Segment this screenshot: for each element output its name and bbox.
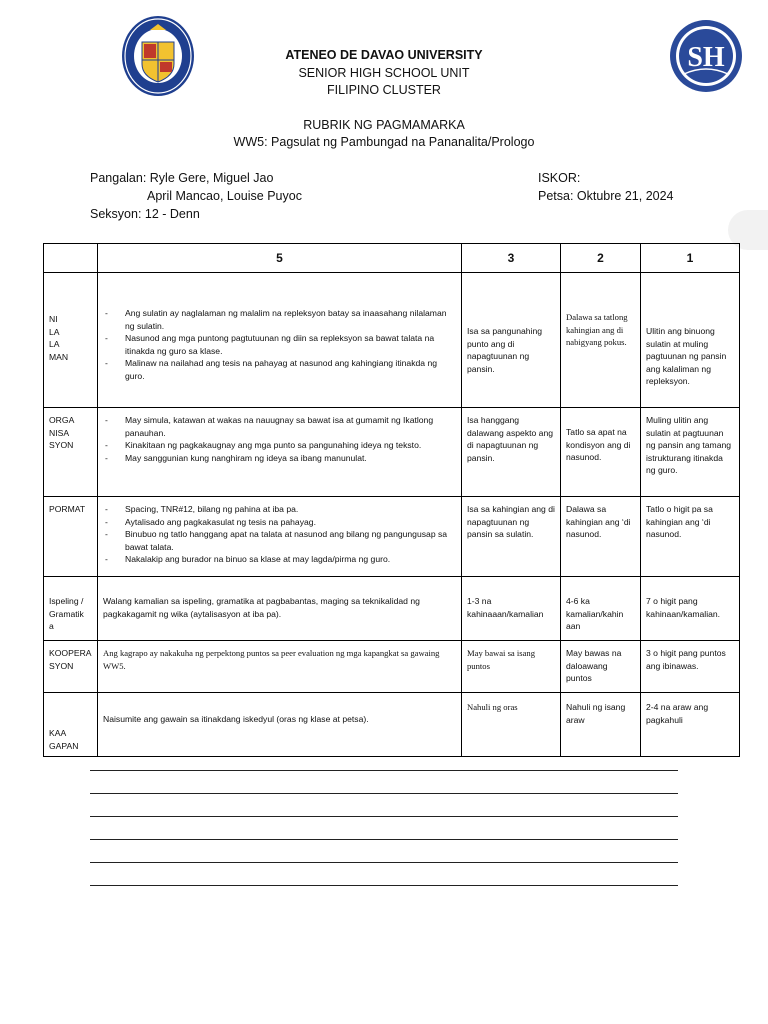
names-line-1: Pangalan: Ryle Gere, Miguel Jao <box>90 171 274 185</box>
score-5-cell: Walang kamalian sa ispeling, gramatika at pagbabantas, maging sa teknikalidad ng pagkakagamit ng wika (aytalisasyon at iba pa). <box>98 577 462 641</box>
descriptor-item: - Nasunod ang mga puntong pagtutuunan ng diin sa repleksyon sa bawat talata na itinakda ng guro sa klase. <box>103 332 456 357</box>
score-1-cell: 7 o higit pang kahinaan/kamalian. <box>641 577 740 641</box>
score-1-cell: Ulitin ang binuong sulatin at muling pagtuunan ng pansin ang kalaliman ng repleksyon. <box>641 273 740 408</box>
score-1-cell: 2-4 na araw ang pagkahuli <box>641 693 740 757</box>
score-3-cell: Isa hanggang dalawang aspekto ang di napagtuunan ng pansin. <box>462 408 561 497</box>
svg-text:SH: SH <box>687 42 725 73</box>
writing-line <box>90 793 678 794</box>
rubric-table <box>43 243 740 757</box>
header-cell-3: 3 <box>462 244 561 273</box>
score-info <box>538 169 674 205</box>
score-2-cell: Tatlo sa apat na kondisyon ang di nasunod. <box>561 408 641 497</box>
document-title <box>0 117 768 151</box>
unit-name: SENIOR HIGH SCHOOL UNIT <box>298 65 470 80</box>
score-5-cell: Naisumite ang gawain sa itinakdang iskedyul (oras ng klase at petsa). <box>98 693 462 757</box>
criterion-text: NISA <box>49 427 70 438</box>
score-2-cell: 4-6 ka kamalian/kahin aan <box>561 577 641 641</box>
score-1-cell: Muling ulitin ang sulatin at pagtuunan ng pansin ang tamang istrukturang itinakda ng guro. <box>641 408 740 497</box>
criterion-text: ORGA <box>49 415 75 425</box>
criterion-cell <box>44 577 98 641</box>
criterion-cell <box>44 408 98 497</box>
criterion-text: GAPAN <box>49 740 79 751</box>
table-row <box>44 273 740 408</box>
writing-line <box>90 862 678 863</box>
cluster-name: FILIPINO CLUSTER <box>327 83 441 97</box>
header-cell-5: 5 <box>98 244 462 273</box>
writing-line <box>90 770 678 771</box>
score-5-cell: Ang kagrapo ay nakakuha ng perpektong puntos sa peer evaluation ng mga kapangkat sa gawaing WW5. <box>98 641 462 693</box>
descriptor-item: - Nakalakip ang burador na binuo sa klase at may lagda/pirma ng guro. <box>103 553 456 566</box>
score-2-cell: Nahuli ng isang araw <box>561 693 641 757</box>
score-5-cell <box>98 408 462 497</box>
table-row <box>44 693 740 757</box>
section-line: Seksyon: 12 - Denn <box>90 207 200 221</box>
criterion-text: LA <box>49 339 60 349</box>
student-info <box>90 169 302 223</box>
criterion-text: SYON <box>49 660 74 671</box>
date-label: Petsa: Oktubre 21, 2024 <box>538 189 674 203</box>
descriptor-item: - Ang sulatin ay naglalaman ng malalim na repleksyon batay sa inaasahang nilalaman ng sulatin. <box>103 307 456 332</box>
header-cell-1: 1 <box>641 244 740 273</box>
rubric-subtitle: WW5: Pagsulat ng Pambungad na Pananalita/Prologo <box>233 135 535 149</box>
table-row <box>44 577 740 641</box>
score-3-cell: Nahuli ng oras <box>462 693 561 757</box>
writing-line <box>90 816 678 817</box>
descriptor-item: - May simula, katawan at wakas na nauugnay sa bawat isa at gumamit ng Ikatlong panauhan. <box>103 414 456 439</box>
names-line-2: April Mancao, Louise Puyoc <box>147 189 302 203</box>
score-3-cell: Isa sa pangunahing punto ang di napagtuunan ng pansin. <box>462 273 561 408</box>
score-1-cell: 3 o higit pang puntos ang ibinawas. <box>641 641 740 693</box>
criterion-text: MAN <box>49 351 69 362</box>
criterion-cell <box>44 273 98 408</box>
score-1-cell: Tatlo o higit pa sa kahingian ang ‘di nasunod. <box>641 497 740 577</box>
criterion-text: KOOPERA <box>49 648 92 658</box>
criterion-text: a <box>49 621 54 631</box>
score-3-cell: 1-3 na kahinaaan/kamalian <box>462 577 561 641</box>
descriptor-item: - Spacing, TNR#12, bilang ng pahina at iba pa. <box>103 503 456 516</box>
score-5-cell <box>98 497 462 577</box>
criterion-text: LA <box>49 326 60 337</box>
criterion-text: Ispeling / <box>49 596 84 606</box>
score-2-cell: Dalawa sa kahingian ang ‘di nasunod. <box>561 497 641 577</box>
rubric-title: RUBRIK NG PAGMAMARKA <box>303 118 465 132</box>
header-cell-2: 2 <box>561 244 641 273</box>
score-2-cell: May bawas na daloawang puntos <box>561 641 641 693</box>
university-name: ATENEO DE DAVAO UNIVERSITY <box>285 48 483 62</box>
header-row <box>44 244 740 273</box>
header-cell-blank <box>44 244 98 273</box>
criterion-cell <box>44 641 98 693</box>
descriptor-item: - Binubuo ng tatlo hanggang apat na talata at nasunod ang bilang ng pangungusap sa bawat talata. <box>103 528 456 553</box>
score-label: ISKOR: <box>538 171 581 185</box>
document-header <box>0 47 768 100</box>
score-2-cell: Dalawa sa tatlong kahingian ang di nabigyang pokus. <box>561 273 641 408</box>
criterion-cell <box>44 693 98 757</box>
table-row <box>44 641 740 693</box>
descriptor-item: - May sanggunian kung nanghiram ng ideya sa ibang manunulat. <box>103 452 456 465</box>
score-5-cell <box>98 273 462 408</box>
criterion-text: KAA <box>49 728 67 738</box>
criterion-text: PORMAT <box>49 504 86 514</box>
writing-line <box>90 839 678 840</box>
criterion-text: Gramatik <box>49 608 84 619</box>
writing-lines <box>90 770 678 908</box>
writing-line <box>90 885 678 886</box>
score-3-cell: May bawai sa isang puntos <box>462 641 561 693</box>
descriptor-item: - Kinakitaan ng pagkakaugnay ang mga punto sa pangunahing ideya ng teksto. <box>103 439 456 452</box>
table-row <box>44 408 740 497</box>
score-3-cell: Isa sa kahingian ang di napagtuunan ng pansin sa sulatin. <box>462 497 561 577</box>
criterion-text: SYON <box>49 440 74 450</box>
criterion-cell <box>44 497 98 577</box>
descriptor-item: - Malinaw na nailahad ang tesis na pahayag at nasunod ang kahingiang itinakda ng guro. <box>103 357 456 382</box>
criterion-text: NI <box>49 314 58 324</box>
descriptor-item: - Aytalisado ang pagkakasulat ng tesis na pahayag. <box>103 516 456 529</box>
table-row <box>44 497 740 577</box>
